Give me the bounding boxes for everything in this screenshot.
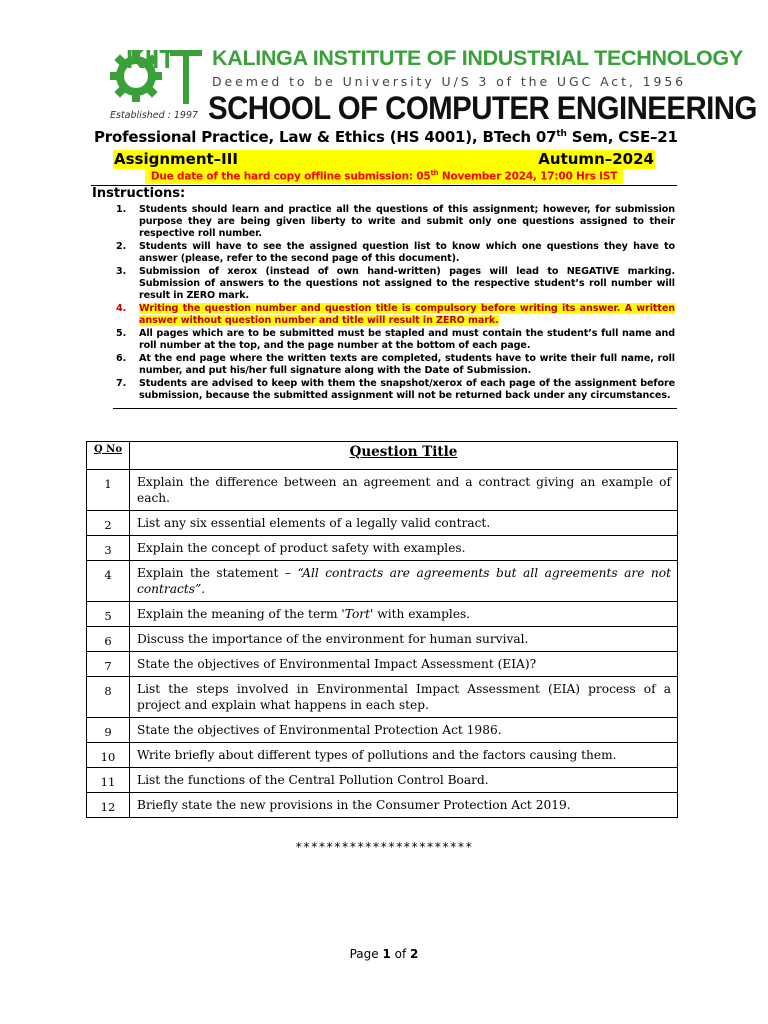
question-number: 11 (87, 768, 130, 793)
question-number: 5 (87, 602, 130, 627)
table-header-row (87, 442, 678, 470)
deemed-university-line: Deemed to be University U/S 3 of the UGC Act, 1956 (212, 74, 687, 89)
table-row (87, 561, 678, 602)
assignment-term: Autumn–2024 (538, 150, 654, 168)
column-header-qno: Q No (87, 442, 130, 470)
question-title: List the steps involved in Environmental Impact Assessment (EIA) process of a project and explain what happens in each step. (130, 677, 678, 718)
table-row (87, 511, 678, 536)
instruction-item: 5. All pages which are to be submitted must be stapled and must contain the student’s full name and roll number at the top, and the page number at the bottom of each page. (116, 327, 675, 351)
course-title: Professional Practice, Law & Ethics (HS 4001), BTech 07th Sem, CSE–21 (94, 128, 678, 146)
instruction-item-highlighted: 4. Writing the question number and question title is compulsory before writing its answer. A written answer without question number and title will result in ZERO mark. (116, 302, 675, 326)
page-number: Page 1 of 2 (349, 947, 419, 961)
divider-bottom (113, 408, 677, 409)
instruction-item: 3. Submission of xerox (instead of own hand-written) pages will lead to NEGATIVE marking. Submission of answers to the questions not assigned to the respective student’s roll number will result in ZERO mark. (116, 265, 675, 301)
school-name: SCHOOL OF COMPUTER ENGINEERING (208, 90, 757, 126)
instructions-list (113, 204, 675, 403)
question-title: Explain the meaning of the term 'Tort' with examples. (130, 602, 678, 627)
question-number: 12 (87, 793, 130, 818)
question-number: 3 (87, 536, 130, 561)
instruction-item: 7. Students are advised to keep with them the snapshot/xerox of each page of the assignment before submission, because the submitted assignment will not be returned back under any circumstances. (116, 378, 675, 401)
question-title: State the objectives of Environmental Impact Assessment (EIA)? (130, 652, 678, 677)
question-title: Write briefly about different types of pollutions and the factors causing them. (130, 743, 678, 768)
table-row (87, 677, 678, 718)
assignment-number: Assignment–III (114, 150, 238, 168)
question-number: 9 (87, 718, 130, 743)
table-row (87, 743, 678, 768)
instruction-item: 6. At the end page where the written texts are completed, students have to write their full name, roll number, and put his/her full signature along with the Date of Submission. (116, 353, 675, 376)
question-title: Briefly state the new provisions in the Consumer Protection Act 2019. (130, 793, 678, 818)
question-title: Discuss the importance of the environment for human survival. (130, 627, 678, 652)
established-year: Established : 1997 (110, 110, 199, 121)
question-number: 8 (87, 677, 130, 718)
table-row (87, 627, 678, 652)
table-row (87, 768, 678, 793)
instructions-heading: Instructions: (92, 186, 186, 201)
question-title: Explain the difference between an agreement and a contract giving an example of each. (130, 470, 678, 511)
question-number: 7 (87, 652, 130, 677)
table-row (87, 652, 678, 677)
question-table (86, 441, 678, 818)
instruction-item: 1. Students should learn and practice all the questions of this assignment; however, for submission purpose they are being given liberty to write and submit only one questions assigned to their respective roll number. (116, 204, 675, 239)
table-row (87, 793, 678, 818)
question-title: Explain the statement – “All contracts are agreements but all agreements are not contracts”. (130, 561, 678, 602)
instruction-item: 2. Students will have to see the assigned question list to know which one questions they have to answer (please, refer to the second page of this document). (116, 240, 675, 264)
question-number: 6 (87, 627, 130, 652)
due-date: Due date of the hard copy offline submission: 05th November 2024, 17:00 Hrs IST (150, 169, 618, 183)
question-number: 10 (87, 743, 130, 768)
table-row (87, 470, 678, 511)
table-row (87, 602, 678, 627)
end-of-list-stars: *********************** (295, 840, 473, 854)
logo-text: KIIT (126, 44, 176, 74)
column-header-title: Question Title (130, 442, 678, 470)
question-title: List the functions of the Central Pollution Control Board. (130, 768, 678, 793)
table-row (87, 536, 678, 561)
table-row (87, 718, 678, 743)
question-number: 2 (87, 511, 130, 536)
university-name: KALINGA INSTITUTE OF INDUSTRIAL TECHNOLOGY (212, 46, 743, 70)
question-title: List any six essential elements of a legally valid contract. (130, 511, 678, 536)
question-title: State the objectives of Environmental Protection Act 1986. (130, 718, 678, 743)
question-title: Explain the concept of product safety with examples. (130, 536, 678, 561)
question-number: 4 (87, 561, 130, 602)
question-number: 1 (87, 470, 130, 511)
